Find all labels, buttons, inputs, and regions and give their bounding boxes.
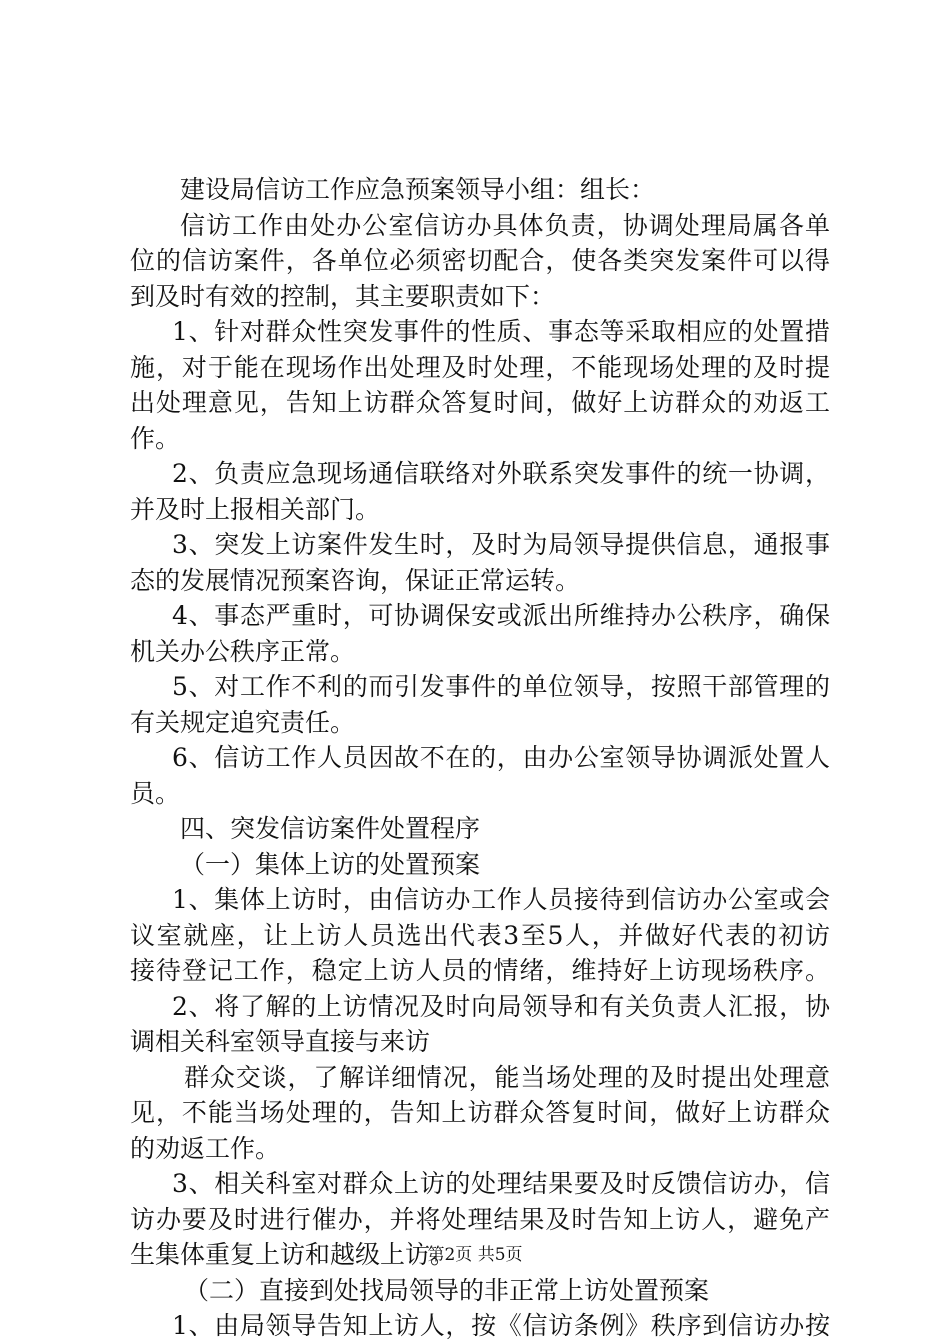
section-heading: 四、突发信访案件处置程序 xyxy=(180,814,481,843)
text-line: 施，对于能在现场作出处理及时处理，不能现场处理的及时提 xyxy=(130,352,830,382)
text-line: 机关办公秩序正常。 xyxy=(130,636,356,666)
text-line: 作。 xyxy=(130,423,181,453)
page-number-footer: 第2页 共5页 xyxy=(427,1245,523,1265)
text-line: 到及时有效的控制，其主要职责如下： xyxy=(130,281,556,311)
text-line: 2、将了解的上访情况及时向局领导和有关负责人汇报，协 xyxy=(172,991,830,1021)
subsection-heading: （一）集体上访的处置预案 xyxy=(180,849,481,879)
text-line: 有关规定追究责任。 xyxy=(130,707,356,737)
text-line: 4、事态严重时，可协调保安或派出所维持办公秩序，确保 xyxy=(172,601,830,630)
text-line: 出处理意见，告知上访群众答复时间，做好上访群众的劝返工 xyxy=(130,388,830,417)
text-line: 1、由局领导告知上访人，按《信访条例》秩序到信访办按 xyxy=(172,1311,830,1340)
text-line: 3、突发上访案件发生时，及时为局领导提供信息，通报事 xyxy=(172,530,830,559)
text-line: 员。 xyxy=(130,778,181,808)
text-line: 议室就座，让上访人员选出代表3至5人，并做好代表的初访 xyxy=(130,920,830,950)
text-line: 位的信访案件，各单位必须密切配合，使各类突发案件可以得 xyxy=(130,246,830,275)
text-line: 6、信访工作人员因故不在的，由办公室领导协调派处置人 xyxy=(172,743,830,772)
text-line: 访办要及时进行催办，并将处理结果及时告知上访人，避免产 xyxy=(130,1204,830,1234)
text-line: 2、负责应急现场通信联络对外联系突发事件的统一协调， xyxy=(172,459,830,488)
text-line: 建设局信访工作应急预案领导小组：组长： xyxy=(180,175,656,204)
text-line: 生集体重复上访和越级上访。 xyxy=(130,1240,456,1269)
subsection-heading: （二）直接到处找局领导的非正常上访处置预案 xyxy=(184,1275,710,1305)
text-line: 信访工作由处办公室信访办具体负责，协调处理局属各单 xyxy=(180,210,830,240)
text-line: 并及时上报相关部门。 xyxy=(130,494,381,524)
text-line: 见，不能当场处理的，告知上访群众答复时间，做好上访群众 xyxy=(130,1098,830,1127)
text-line: 1、集体上访时，由信访办工作人员接待到信访办公室或会 xyxy=(172,885,830,914)
text-line: 3、相关科室对群众上访的处理结果要及时反馈信访办，信 xyxy=(172,1169,830,1198)
text-line: 5、对工作不利的而引发事件的单位领导，按照干部管理的 xyxy=(172,672,830,701)
document-body xyxy=(130,172,830,1344)
text-line: 接待登记工作，稳定上访人员的情绪，维持好上访现场秩序。 xyxy=(130,956,830,985)
text-line: 群众交谈，了解详细情况，能当场处理的及时提出处理意 xyxy=(184,1062,830,1092)
text-line: 的劝返工作。 xyxy=(130,1133,281,1163)
text-line: 1、针对群众性突发事件的性质、事态等采取相应的处置措 xyxy=(172,317,830,346)
text-line: 调相关科室领导直接与来访 xyxy=(130,1027,431,1056)
text-line: 态的发展情况预案咨询，保证正常运转。 xyxy=(130,565,581,595)
